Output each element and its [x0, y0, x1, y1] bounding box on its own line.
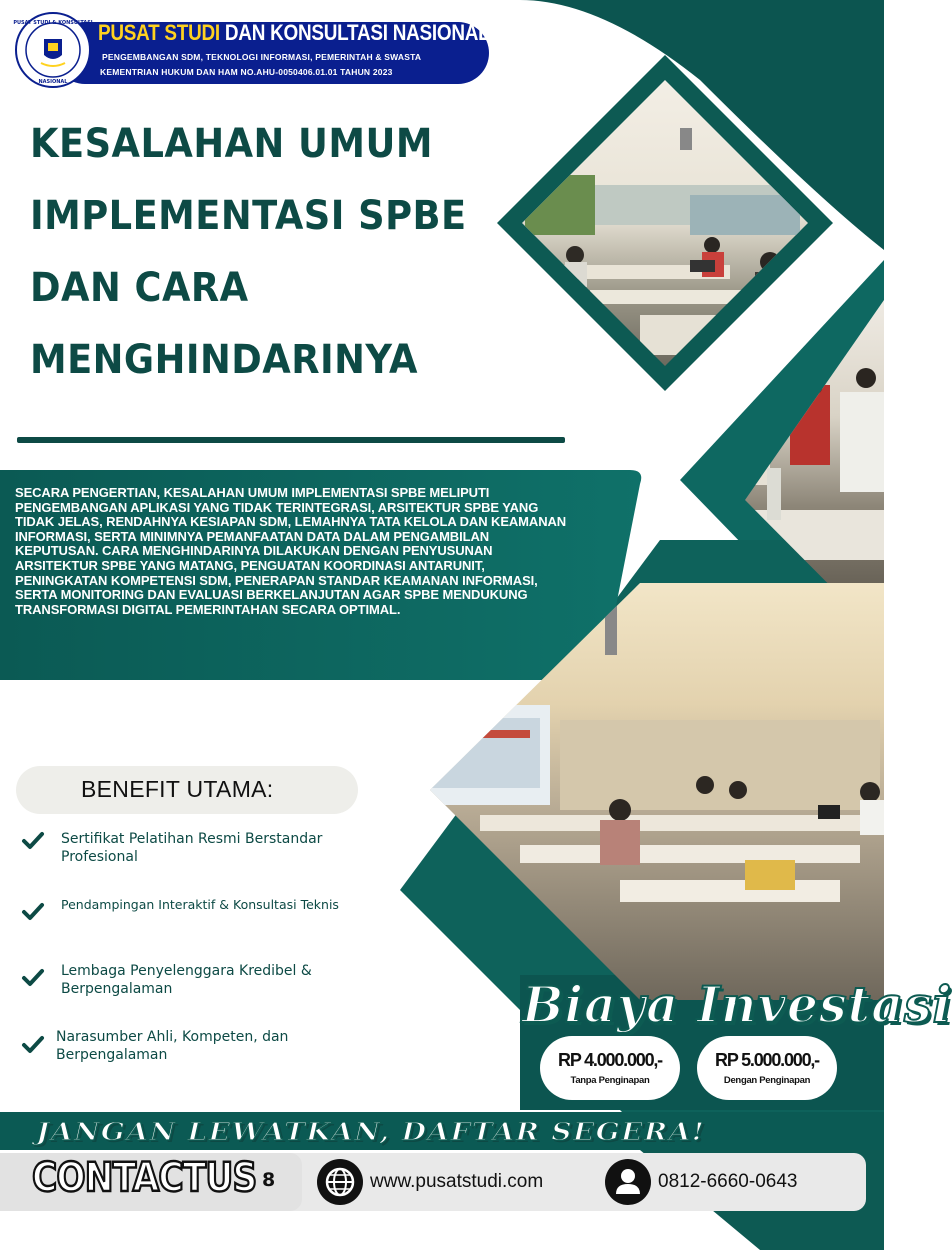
check-icon	[21, 831, 45, 851]
organization-logo	[14, 11, 92, 89]
title-divider	[17, 437, 565, 443]
check-icon	[21, 968, 45, 988]
organization-registration: KEMENTRIAN HUKUM DAN HAM NO.AHU-0050406.01.01 TAHUN 2023	[100, 67, 393, 77]
benefit-item-line: Berpengalaman	[56, 1047, 168, 1063]
benefit-item-line: Profesional	[61, 849, 138, 865]
check-icon	[21, 1035, 45, 1055]
benefit-item-line: Sertifikat Pelatihan Resmi Berstandar	[61, 831, 323, 847]
organization-name	[98, 20, 489, 46]
svg-text:NASIONAL: NASIONAL	[38, 79, 68, 85]
website-link[interactable]: www.pusatstudi.com	[370, 1171, 544, 1192]
price-value: RP 4.000.000,-	[558, 1050, 662, 1070]
benefit-item-line: Narasumber Ahli, Kompeten, dan	[56, 1029, 289, 1045]
organization-name-rest: DAN KONSULTASI NASIONAL	[224, 20, 490, 45]
title-line-3: DAN CARA	[30, 265, 249, 311]
price-value: RP 5.000.000,-	[715, 1050, 819, 1070]
benefit-item	[56, 1028, 288, 1064]
benefit-item	[61, 830, 322, 866]
price-note: Tanpa Penginapan	[570, 1075, 650, 1086]
benefit-item	[61, 896, 339, 914]
benefit-item	[61, 962, 312, 998]
benefit-item-line: Berpengalaman	[61, 981, 173, 997]
benefit-item-line: Pendampingan Interaktif & Konsultasi Teknis	[61, 897, 339, 912]
title-line-2: IMPLEMENTASI SPBE	[30, 193, 467, 239]
call-to-action: JANGAN LEWATKAN, DAFTAR SEGERA!	[36, 1117, 706, 1146]
contact-label-suffix: 8	[262, 1169, 276, 1191]
contact-label: CONTACTUS	[32, 1155, 257, 1201]
benefit-heading: BENEFIT UTAMA:	[81, 776, 274, 802]
page-title	[30, 108, 480, 396]
price-note: Dengan Penginapan	[723, 1075, 811, 1086]
user-icon	[605, 1159, 651, 1205]
title-line-4: MENGHINDARINYA	[30, 337, 418, 383]
phone-link[interactable]: 0812-6660-0643	[658, 1171, 798, 1192]
price-option-with-lodging	[697, 1036, 837, 1100]
pricing-heading: Biaya Investasi	[522, 975, 952, 1034]
price-option-without-lodging	[540, 1036, 680, 1100]
organization-tagline: PENGEMBANGAN SDM, TEKNOLOGI INFORMASI, PEMERINTAH & SWASTA	[102, 52, 422, 62]
title-line-1: KESALAHAN UMUM	[30, 121, 433, 167]
organization-name-accent: PUSAT STUDI	[98, 20, 220, 45]
benefit-item-line: Lembaga Penyelenggara Kredibel &	[61, 963, 312, 979]
svg-text:PUSAT STUDI & KONSULTASI: PUSAT STUDI & KONSULTASI	[13, 20, 93, 26]
globe-icon	[317, 1159, 363, 1205]
check-icon	[21, 902, 45, 922]
description-text: SECARA PENGERTIAN, KESALAHAN UMUM IMPLEMENTASI SPBE MELIPUTI PENGEMBANGAN APLIKASI YANG TIDAK TERINTEGRASI, ARSITEKTUR SPBE YANG TIDAK JELAS, RENDAHNYA KESIAPAN SDM, LEMAHNYA TATA KELOLA DAN KEAMANAN INFORMASI, SERTA MINIMNYA PEMANFAATAN DATA DALAM PENGAMBILAN KEPUTUSAN. CARA MENGHINDARINYA DILAKUKAN DENGAN PENYUSUNAN ARSITEKTUR SPBE YANG MATANG, PENGUATAN KOORDINASI ANTARUNIT, PENINGKATAN KOMPETENSI SDM, PENERAPAN STANDAR KEAMANAN INFORMASI, SERTA MONITORING DAN EVALUASI BERKELANJUTAN AGAR SPBE MENDUKUNG TRANSFORMASI DIGITAL PEMERINTAHAN SECARA OPTIMAL.	[15, 485, 567, 617]
